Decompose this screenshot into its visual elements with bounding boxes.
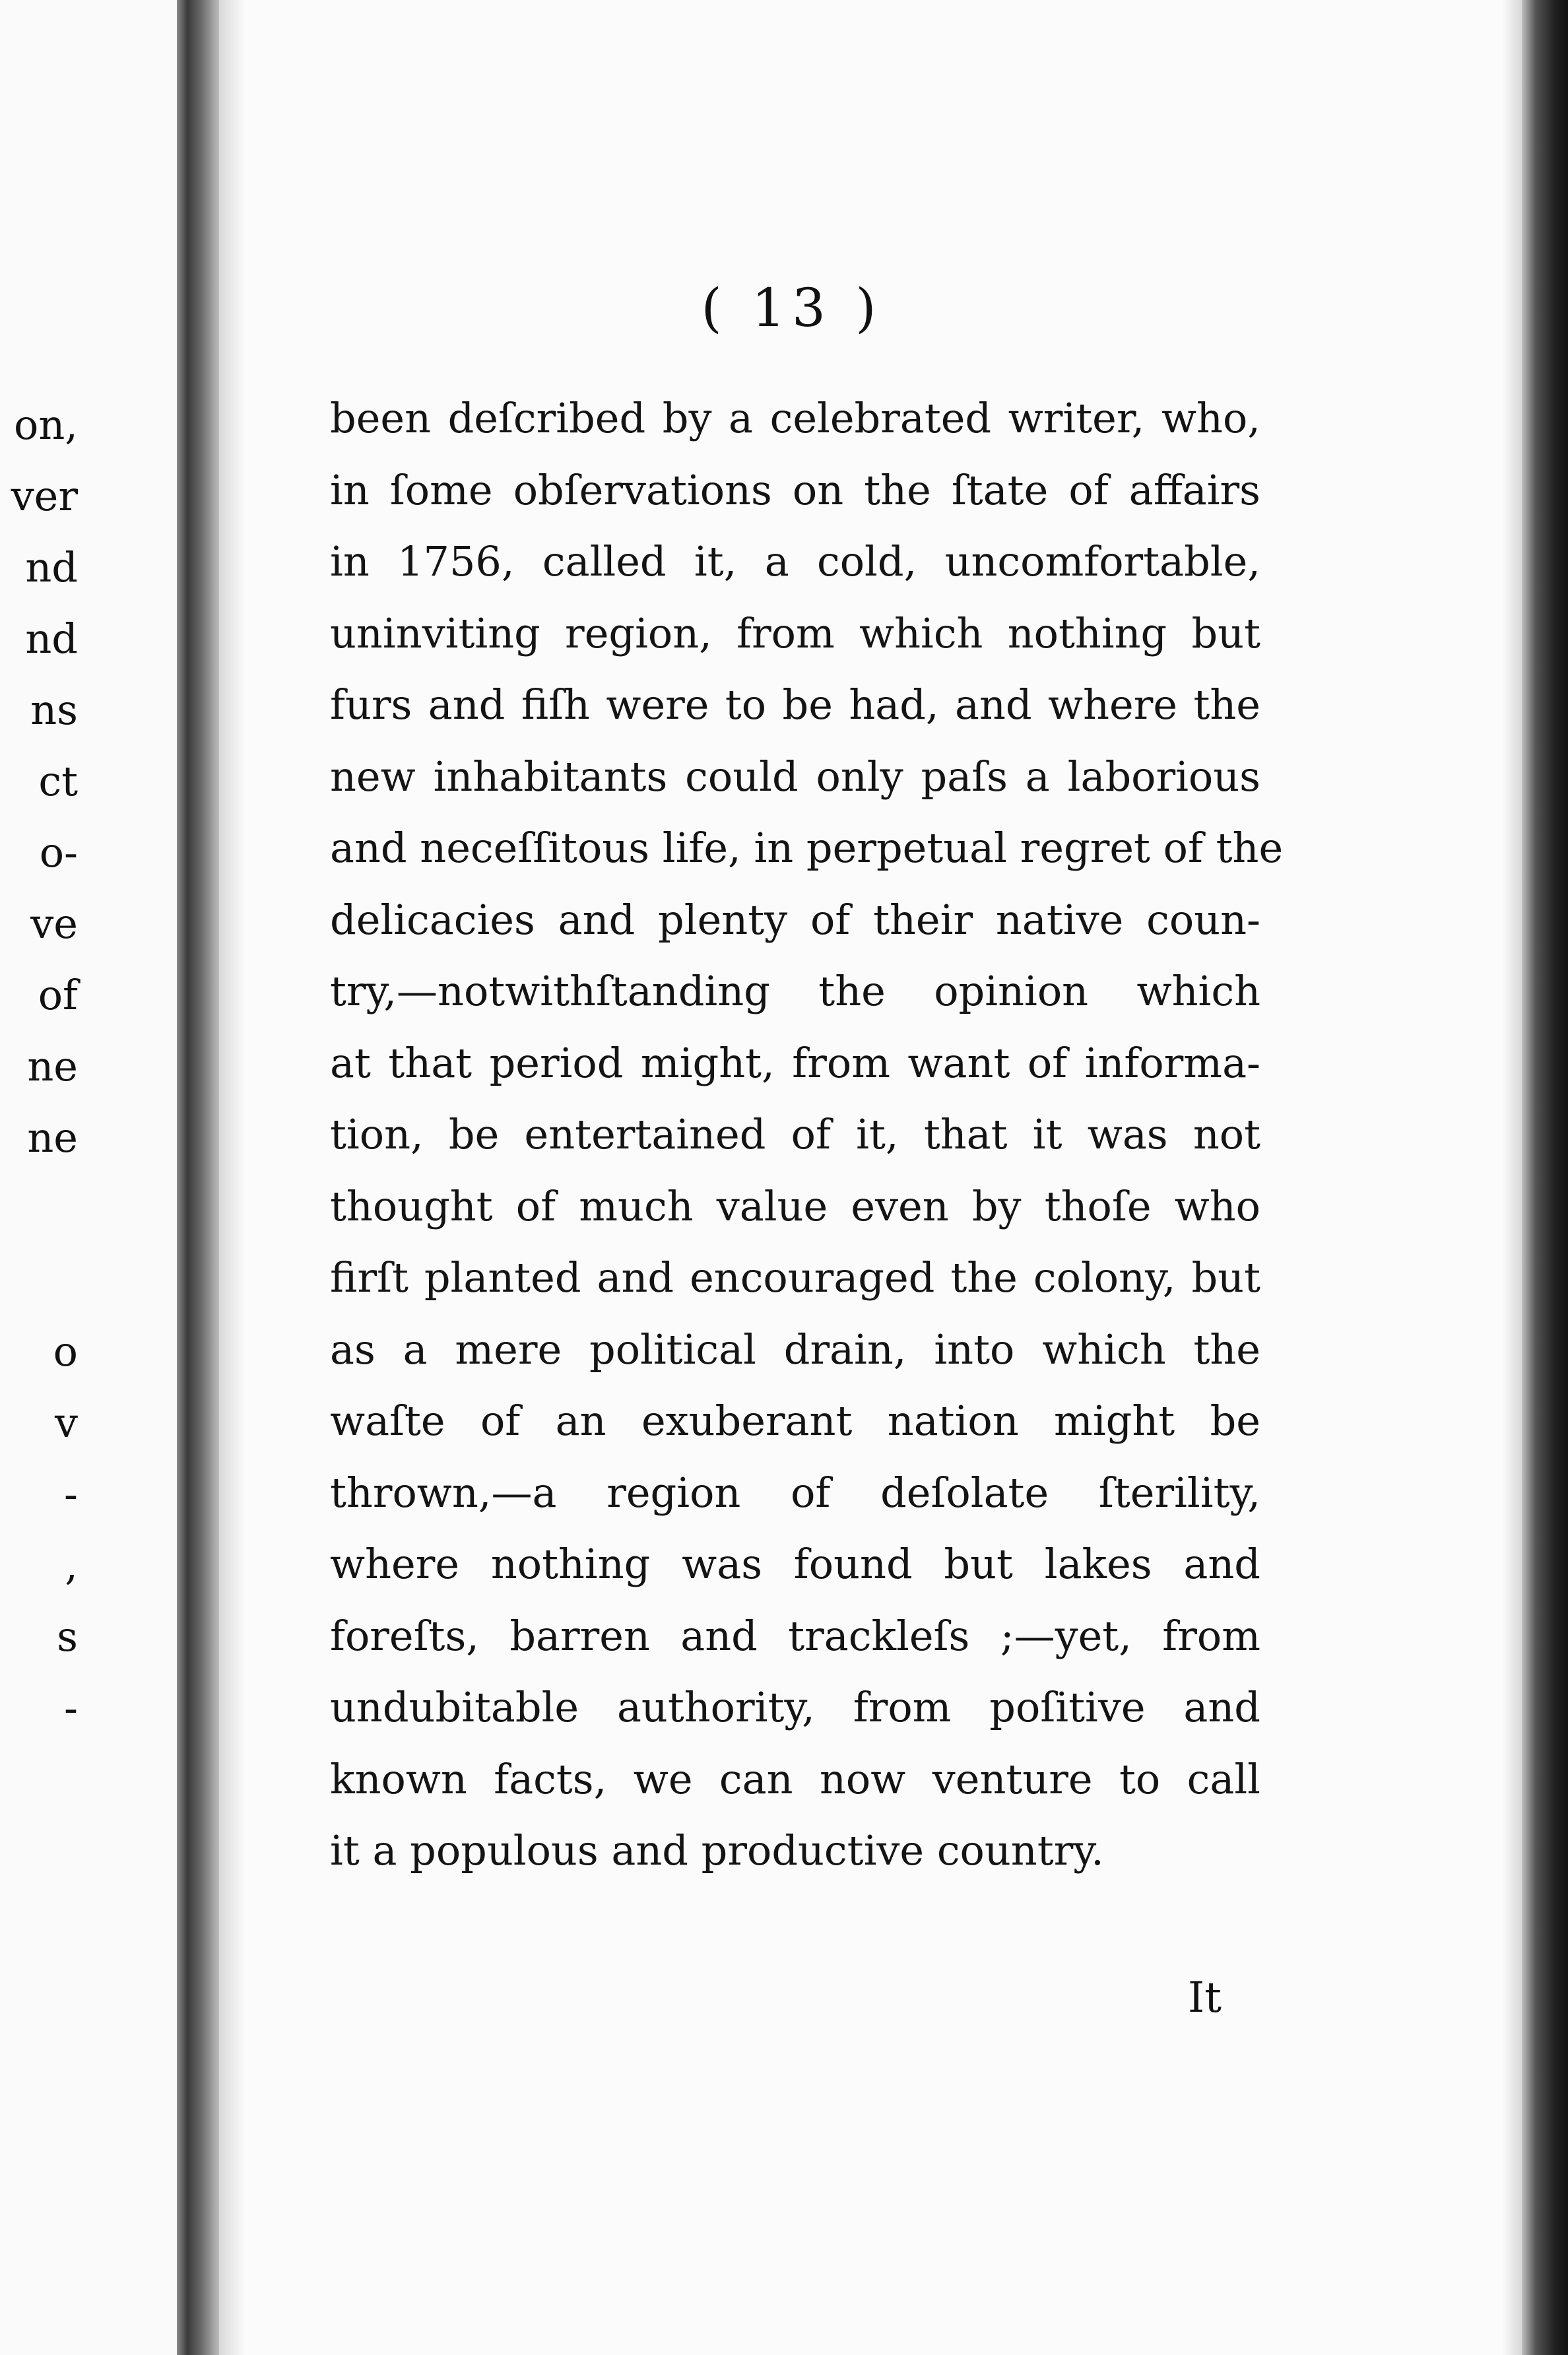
left-fragment: on, [14, 401, 78, 449]
left-fragment-gap [0, 1174, 177, 1316]
left-fragment: of [38, 971, 78, 1019]
left-fragment: ne [27, 1113, 78, 1162]
text-line: it a populous and productive country. [330, 1826, 1104, 1874]
text-line: been deſcribed by a celebrated writer, who, [330, 394, 1260, 442]
left-fragment: nd [25, 543, 78, 591]
text-line: known facts, we can now venture to call [330, 1754, 1260, 1803]
left-fragment: ve [30, 900, 78, 948]
left-fragment: , [65, 1541, 78, 1589]
text-line: waſte of an exuberant nation might be [330, 1397, 1260, 1445]
catchword: It [1188, 1974, 1222, 2022]
text-line: where nothing was found but lakes and [330, 1540, 1260, 1588]
text-line: uninviting region, from which nothing but [330, 609, 1260, 657]
text-line: undubitable authority, from poſitive and [330, 1683, 1260, 1731]
left-fragment: v [54, 1399, 78, 1447]
left-fragment: - [64, 1470, 78, 1518]
text-line: and neceſſitous life, in perpetual regret of the [330, 824, 1284, 872]
left-fragment: - [64, 1684, 78, 1732]
text-line: firſt planted and encouraged the colony, but [330, 1253, 1260, 1302]
text-line: foreſts, barren and trackleſs ;—yet, from [330, 1611, 1260, 1660]
text-line: delicacies and plenty of their native coun- [330, 895, 1260, 944]
left-fragment: o- [39, 828, 78, 877]
text-line: in ſome obſervations on the ſtate of affairs [330, 465, 1260, 514]
page-edge [1522, 0, 1568, 2355]
text-line: as a mere political drain, into which the [330, 1325, 1260, 1374]
left-fragment: o [53, 1327, 78, 1376]
left-page-line-ends [0, 389, 177, 1744]
page-edge-shadow [1502, 0, 1522, 2355]
left-fragment: ver [11, 472, 78, 520]
text-line: thrown,—a region of deſolate ſterility, [330, 1468, 1260, 1517]
left-page-fragment [0, 0, 177, 2355]
left-fragment: nd [25, 614, 78, 663]
left-fragment: s [57, 1612, 78, 1661]
text-line: thought of much value even by thoſe who [330, 1181, 1260, 1230]
left-fragment: ne [27, 1042, 78, 1090]
text-line: tion, be entertained of it, that it was not [330, 1110, 1260, 1158]
page-body-text [330, 383, 1284, 1887]
text-line: furs and fiſh were to be had, and where the [330, 680, 1260, 729]
left-fragment: ns [30, 686, 78, 734]
page-number: ( 13 ) [701, 277, 883, 339]
text-line: try,—notwithſtanding the opinion which [330, 967, 1260, 1015]
text-line: new inhabitants could only paſs a laborious [330, 752, 1260, 801]
left-fragment: ct [38, 757, 78, 805]
book-gutter [177, 0, 219, 2355]
text-line: at that period might, from want of informa- [330, 1038, 1260, 1087]
gutter-shadow [219, 0, 245, 2355]
text-line: in 1756, called it, a cold, uncomfortable, [330, 537, 1260, 585]
